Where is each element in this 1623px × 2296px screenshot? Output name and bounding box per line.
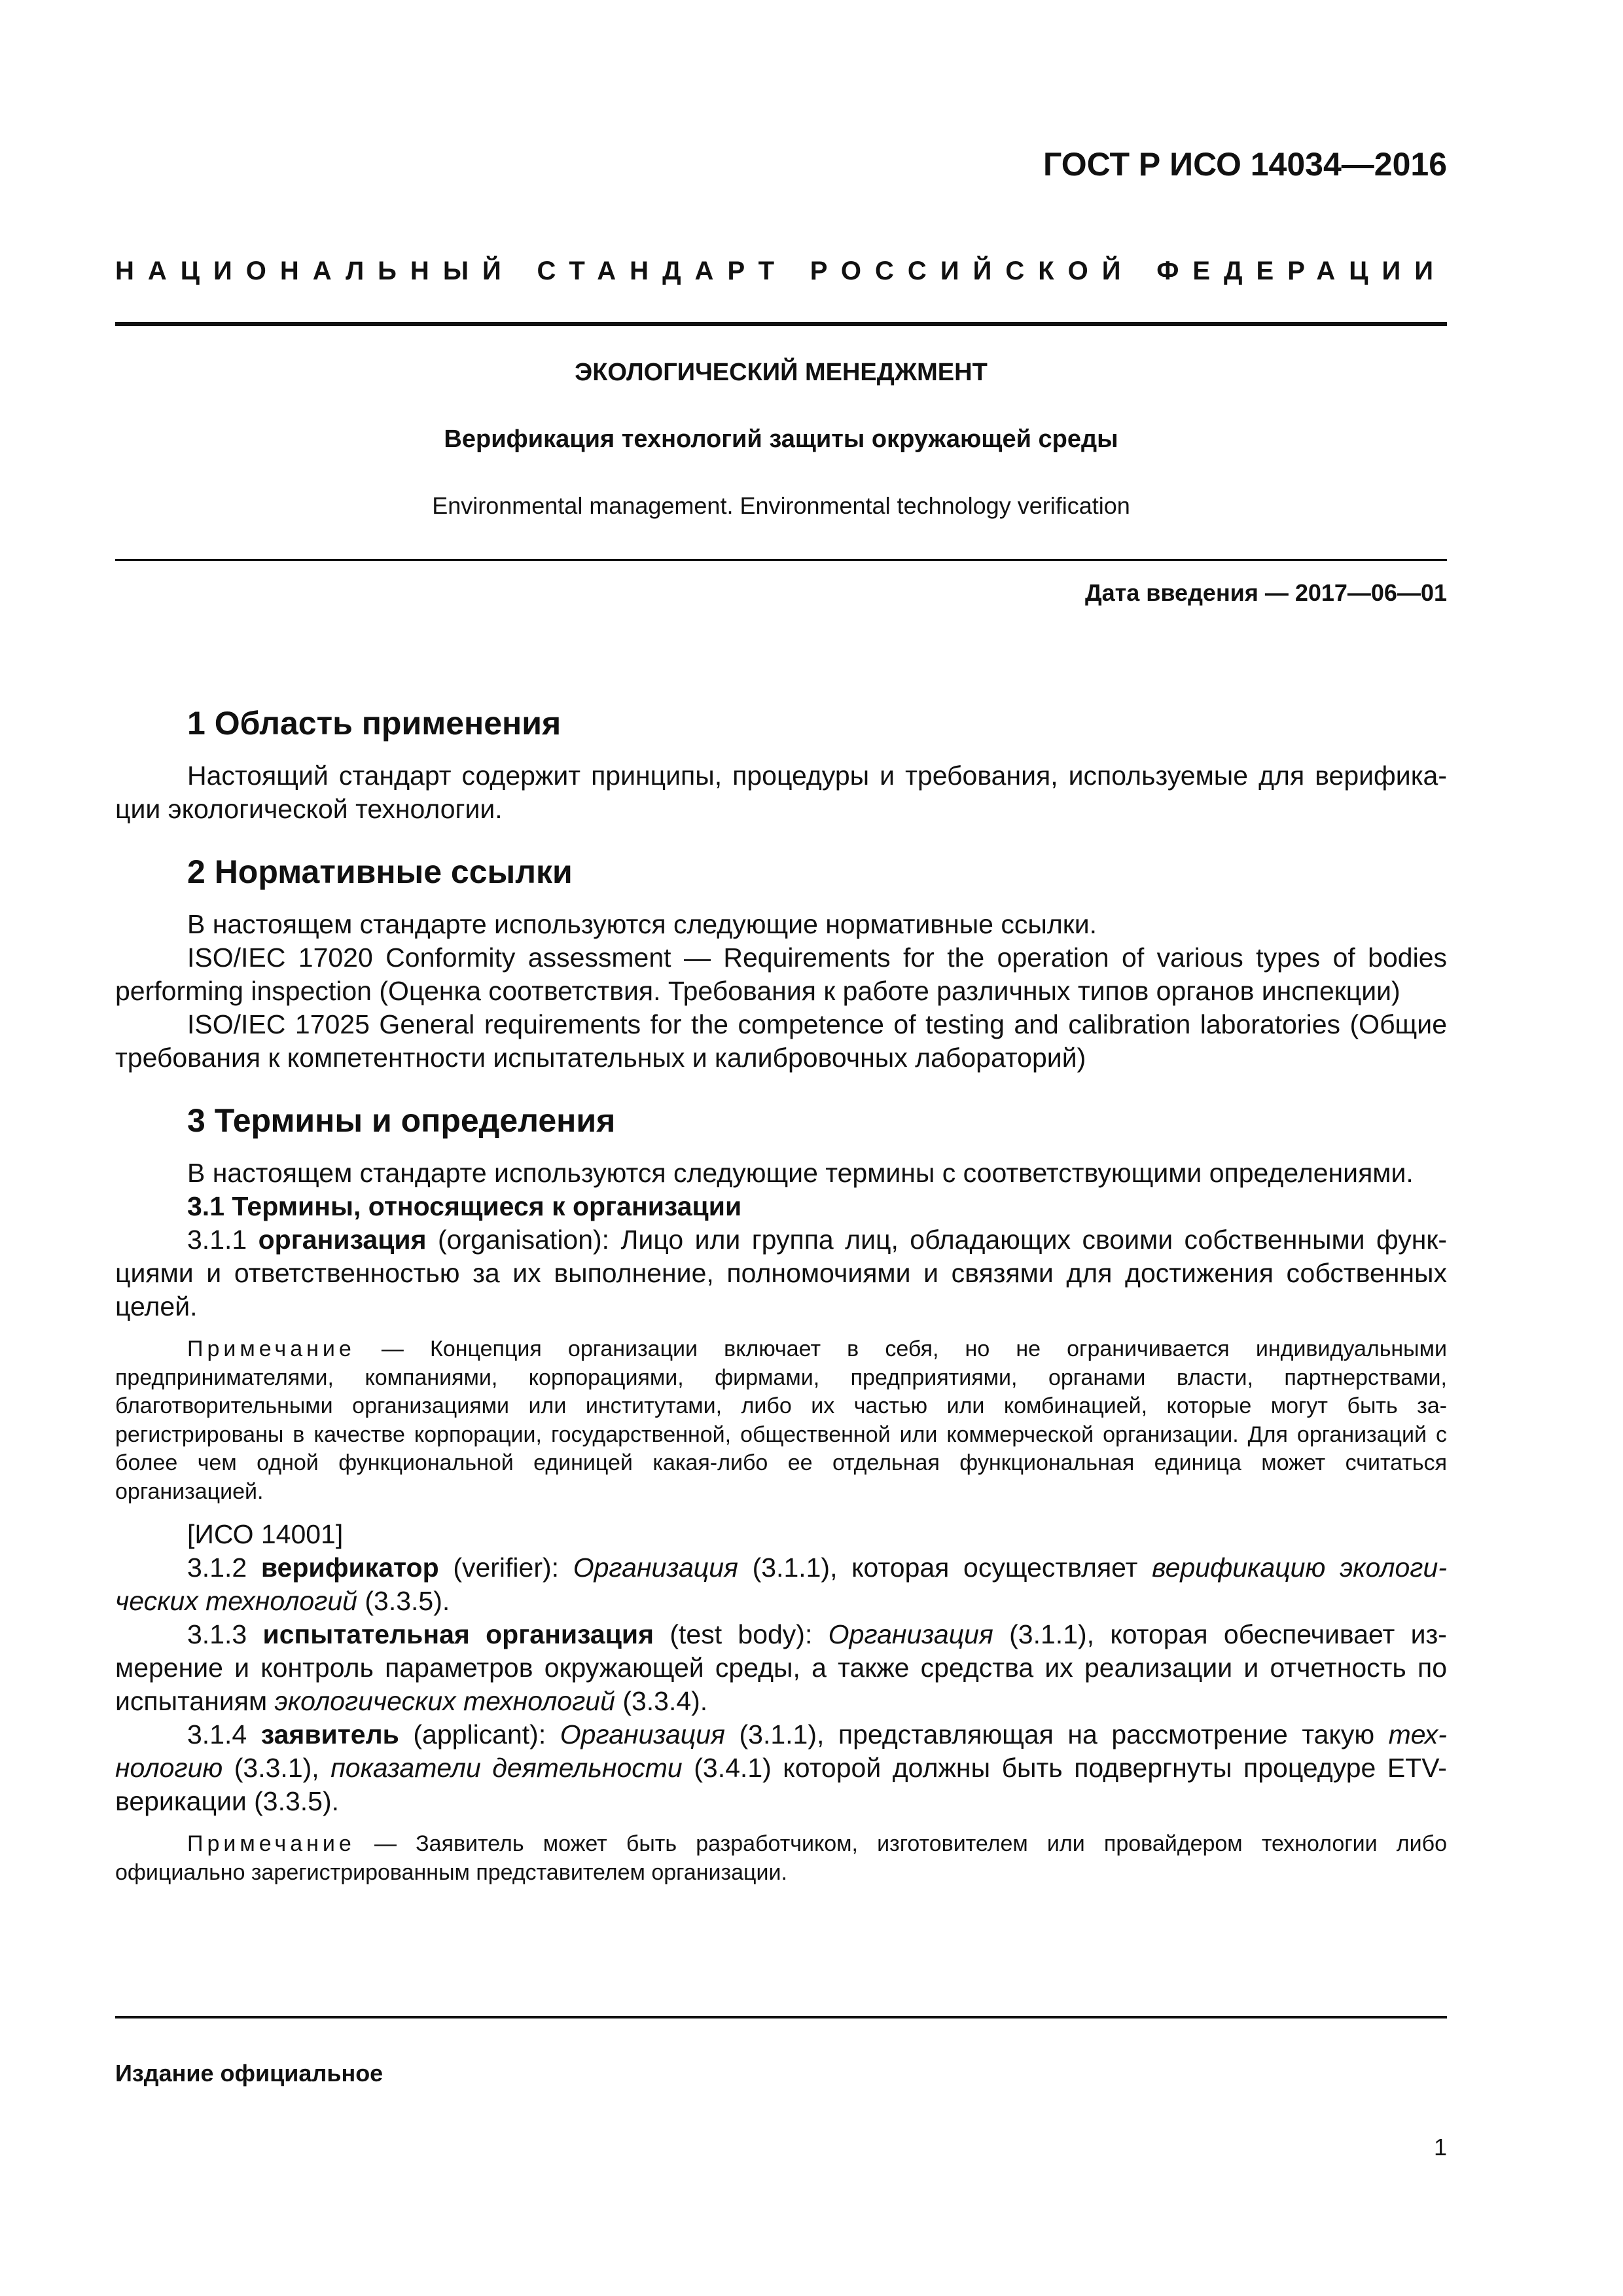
paragraph: В настоящем стандарте используются следующие термины с соответствующими определениями. (187, 1158, 1414, 1188)
term-link: экологических технологий (274, 1686, 615, 1716)
term-link: Организация (828, 1619, 993, 1649)
banner-word: НАЦИОНАЛЬНЫЙ (115, 257, 515, 285)
title-rule (115, 559, 1447, 561)
section-heading: 2 Нормативные ссылки (187, 853, 573, 890)
document-body (115, 707, 1447, 1887)
term-text: (3.3.5). (365, 1586, 450, 1616)
term-text: (3.1.1), которая осуществляет (752, 1552, 1138, 1583)
term-number: 3.1.1 (187, 1225, 247, 1255)
banner-word: СТАНДАРТ (537, 257, 789, 285)
document-title: ЭКОЛОГИЧЕСКИЙ МЕНЕДЖМЕНТ (575, 359, 988, 386)
term-definition (115, 1223, 1447, 1323)
normative-reference: ISO/IEC 17020 Conformity assessment — Requirements for the operation of various types of bodies performing inspection (Оценка соответствия. Требования к работе различных типов органов инспекции) (115, 942, 1447, 1006)
document-title-english: Environmental management. Environmental technology verification (432, 492, 1130, 519)
term-link: Организация (573, 1552, 738, 1583)
term-english: (organisation): (438, 1225, 610, 1255)
note-label: Примечание (187, 1336, 355, 1361)
document-code: ГОСТ Р ИСО 14034—2016 (1043, 146, 1447, 183)
term-english: (applicant): (413, 1719, 546, 1749)
term-definition (115, 1551, 1447, 1618)
term-english: (test body): (669, 1619, 813, 1649)
footer-rule (115, 2016, 1447, 2018)
normative-reference: ISO/IEC 17025 General requirements for the competence of testing and calibration laboratories (Общие требования к компетентности испытательных и калибровочных лабораторий) (115, 1009, 1447, 1073)
term-definition (115, 1718, 1447, 1818)
section-heading: 1 Область применения (187, 705, 562, 742)
paragraph: В настоящем стандарте используются следующие нормативные ссылки. (187, 909, 1097, 939)
term-link: технологию (115, 1719, 1447, 1783)
term-number: 3.1.3 (187, 1619, 247, 1649)
term-text: Лицо или группа лиц, обладающих своими собственными функциями и ответственностью за их выполнение, полномочиями и связями для достижения собственных целей. (115, 1225, 1447, 1321)
term-name: испытательная организация (262, 1619, 654, 1649)
term-link: показатели деятельности (330, 1753, 683, 1783)
section-heading: 3 Термины и определения (187, 1102, 616, 1139)
document-subtitle: Верификация технологий защиты окружающей среды (444, 425, 1118, 453)
term-definition (115, 1618, 1447, 1718)
term-text: (3.4.1) которой должны быть подвергнуты процедуре ETV-верикации (3.3.5). (115, 1753, 1447, 1816)
note-label: Примечание (187, 1831, 355, 1856)
term-text: (3.1.1), которая обеспечивает измерение и контроль параметров окружающей среды, а также средства их реализации и отчетность по испытаниям (115, 1619, 1447, 1716)
subsection-heading: 3.1 Термины, относящиеся к организации (187, 1191, 742, 1221)
term-text: (3.3.1), (234, 1753, 319, 1783)
term-link: верификацию экологических технологий (115, 1552, 1447, 1616)
paragraph: Настоящий стандарт содержит принципы, процедуры и требования, используемые для верификации экологической технологии. (115, 761, 1447, 824)
term-name: заявитель (260, 1719, 399, 1749)
edition-label: Издание официальное (115, 2060, 383, 2087)
banner-word: ФЕДЕРАЦИИ (1156, 257, 1447, 285)
term-number: 3.1.4 (187, 1719, 247, 1749)
introduction-date: Дата введения — 2017—06—01 (1084, 579, 1447, 606)
term-text: (3.1.1), представляющая на рассмотрение такую (739, 1719, 1375, 1749)
term-number: 3.1.2 (187, 1552, 247, 1583)
page-number: 1 (1433, 2134, 1447, 2161)
banner-word: РОССИЙСКОЙ (810, 257, 1135, 285)
term-link: Организация (560, 1719, 725, 1749)
term-english: (verifier): (453, 1552, 560, 1583)
source-reference: [ИСО 14001] (187, 1519, 344, 1549)
term-name: верификатор (260, 1552, 439, 1583)
note-text: — Концепция организации включает в себя, но не ограничивается индивидуальными предпринимателями, компаниями, корпорациями, фирмами, предприятиями, органами власти, партнерствами, благотворительными организациями или институтами, либо их частью или комбинацией, которые могут быть зарегистрированы в качестве корпорации, государственной, общественной или коммерческой организации. Для организаций с более чем одной функциональной единицей какая-либо ее отдельная функциональная единица может считаться организацией. (115, 1336, 1447, 1504)
term-text: (3.3.4). (622, 1686, 708, 1716)
top-rule (115, 322, 1447, 326)
national-standard-banner (115, 257, 1447, 286)
note (115, 1335, 1447, 1506)
term-name: организация (258, 1225, 427, 1255)
note-text: — Заявитель может быть разработчиком, изготовителем или провайдером технологии либо официально зарегистрированным представителем организации. (115, 1831, 1448, 1885)
note (115, 1830, 1447, 1887)
